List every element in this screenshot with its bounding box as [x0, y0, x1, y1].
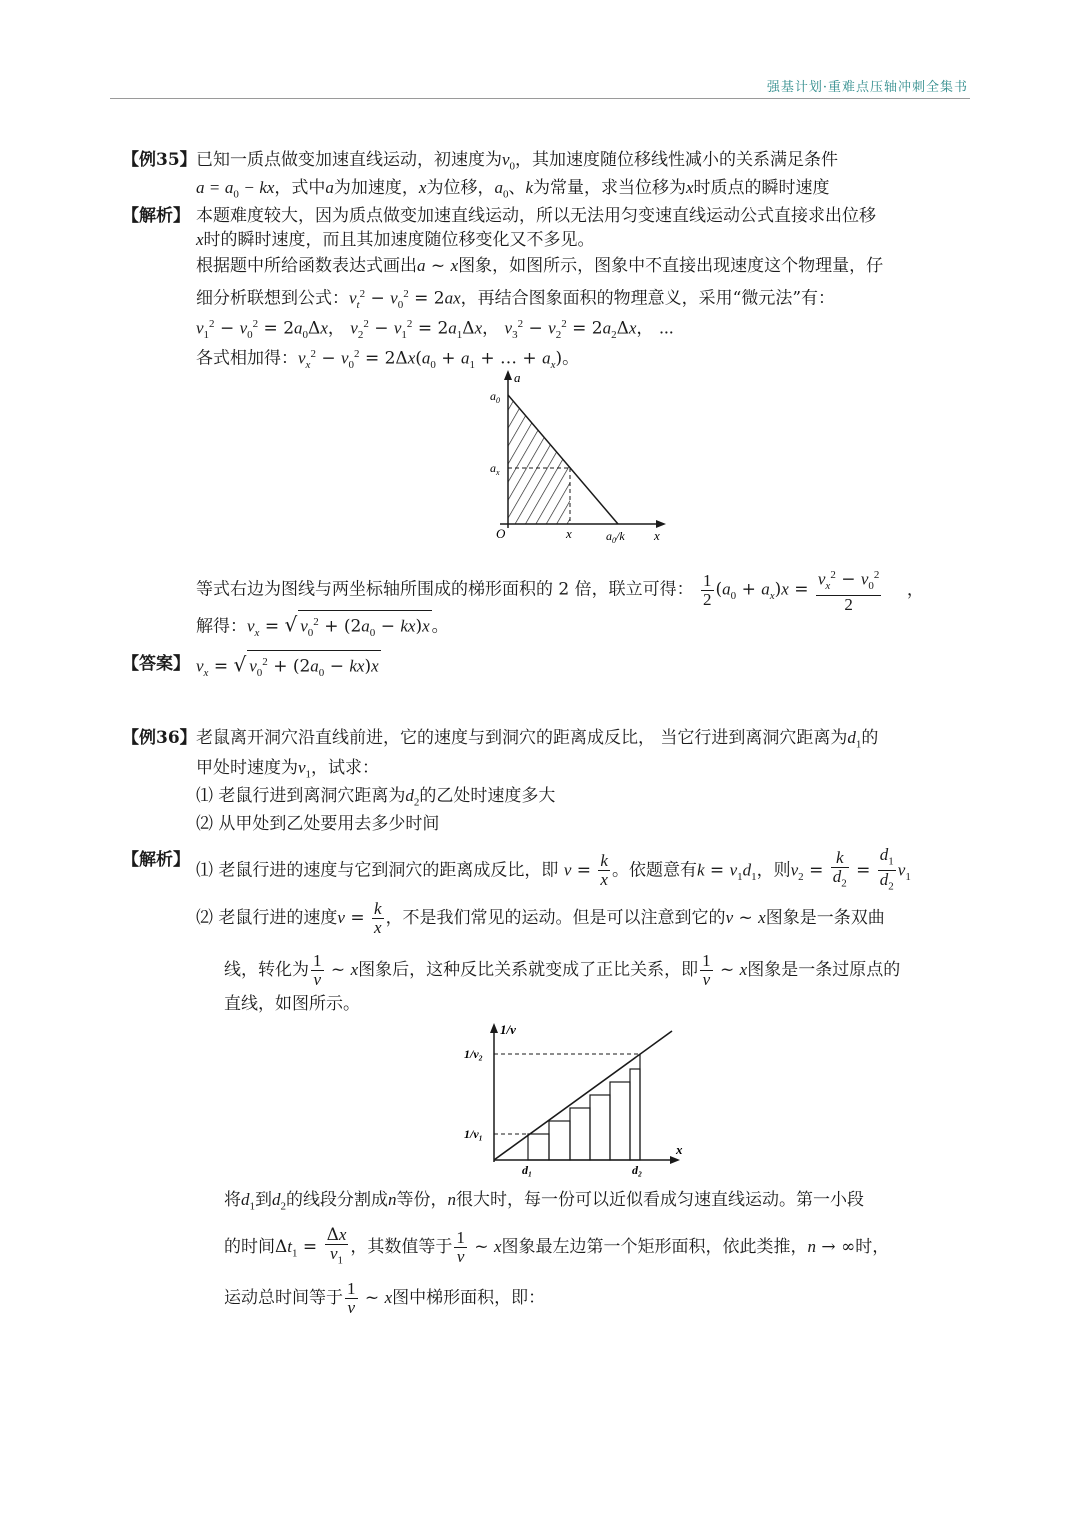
ex35-analysis-line1: 本题难度较大，因为质点做变加速直线运动，所以无法用匀变速直线运动公式直接求出位移 [196, 206, 876, 226]
ex35-analysis-line3: 根据题中所给函数表达式画出a ~ x图象，如图所示，图象中不直接出现速度这个物理量，仔 [196, 256, 884, 276]
ex36-analysis-line7: 运动总时间等于 $\frac{1}{v}$ ~ x图中梯形面积，即： [224, 1279, 546, 1317]
x-axis-arrow-a [656, 520, 666, 528]
ex36-question-part2: ⑵ 从甲处到乙处要用去多少时间 [196, 814, 440, 834]
d2-label: d₂ [632, 1163, 643, 1177]
origin-label: O [496, 526, 506, 541]
d1-label: d₁ [522, 1163, 533, 1177]
ax-label: $a_x$ [490, 461, 500, 477]
ex35-analysis-line5: $v_1^2 - v_0^2 = 2a_0\Delta x$， $v_2^2 - v_1^2 = 2a_1\Delta x$， $v_3^2 - v_2^2 = 2a_2\Delta x$， ⋯ [196, 318, 675, 342]
ex35-analysis-tag: 【解析】 [122, 206, 190, 226]
ex36-analysis-line5: 将$d_1$到$d_2$的线段分割成n等份，n很大时，每一份可以近似看成匀速直线运动。第一小段 [224, 1190, 864, 1213]
ex35-analysis-line2: x时的瞬时速度，而且其加速度随位移变化又不多见。 [196, 230, 595, 250]
example-35-tag: 【例35】 [122, 150, 197, 170]
ex35-question-line2: $a = a_0$ − kx，式中a为加速度，x为位移，$a_0$、k为常量，求当位移为x时质点的瞬时速度 [196, 178, 830, 201]
a0-label: $a_0$ [490, 389, 500, 405]
riemann-rectangles [528, 1069, 640, 1160]
ex36-analysis-line2: ⑵ 老鼠行进的速度v = $\frac{k}{x}$ ，不是我们常见的运动。但是可以注意到它的v ~ x图象是一条双曲 [196, 899, 885, 937]
intercept-label: $a_0/k$ [606, 529, 625, 545]
ex36-analysis-line1: ⑴ 老鼠行进的速度与它到洞穴的距离成反比，即 v = $\frac{k}{x}$ 。依题意有$k = v_1d_1$，则$v_2$ = $\frac{k}{d_2}$ = $\frac{d_1}{d_2}$ $v_1$ [196, 845, 911, 893]
x-axis-label-v: x [676, 1142, 683, 1157]
y-axis-arrow-v [490, 1023, 498, 1033]
ex35-analysis-line7: 等式右边为图线与两坐标轴所围成的梯形面积的 2 倍，联立可得： $\frac{1}{2}$ $(a_0 + a_x)x$ = $\frac{v_x^2 - v_0^2}{2}$ ， [196, 566, 924, 614]
hatched-area [508, 395, 570, 524]
ex36-question-line2: 甲处时速度为$v_1$，试求： [196, 758, 380, 781]
ex36-analysis-tag: 【解析】 [122, 850, 190, 870]
x-mark-label: x [566, 526, 572, 541]
x-axis-label-a: x [654, 528, 660, 543]
ex35-analysis-line4: 细分析联想到公式：$v_t^2 - v_0^2 = 2ax$，再结合图象面积的物理意义，采用“微元法”有： [196, 288, 836, 312]
y-axis-label-v: 1/v [500, 1022, 516, 1037]
ex35-answer-tag: 【答案】 [122, 654, 190, 674]
ex35-question-line1: 已知一质点做变加速直线运动，初速度为$v_0$，其加速度随位移线性减小的关系满足条件 [196, 150, 839, 173]
a-axis-label: a [514, 370, 521, 385]
v1-label: 1/v₁ [464, 1127, 483, 1141]
ex36-analysis-line4: 直线，如图所示。 [224, 994, 360, 1014]
v2-label: 1/v₂ [464, 1047, 483, 1061]
header-title: 强基计划·重难点压轴冲刺全集书 [766, 80, 968, 95]
ex36-analysis-line3: 线，转化为 $\frac{1}{v}$ ~ x图象后，这种反比关系就变成了正比关系，即 $\frac{1}{v}$ ~ x图象是一条过原点的 [224, 951, 901, 989]
ex36-question-line1: 老鼠离开洞穴沿直线前进，它的速度与到洞穴的距离成反比， 当它行进到离洞穴距离为$d_1$的 [196, 728, 879, 751]
velocity-fraction: $\frac{v_x^2 - v_0^2}{2}$ [816, 566, 882, 614]
half-fraction: $\frac{1}{2}$ [703, 570, 712, 609]
ex35-analysis-line8: 解得：$v_x$ = √ $v_0^2 + (2a_0 - kx)x$ 。 [196, 610, 449, 647]
x-axis-arrow-v [670, 1156, 680, 1164]
page-header [110, 76, 970, 99]
a-axis-arrow [504, 370, 512, 380]
ex36-analysis-line6: 的时间$\Delta t_1$ = $\frac{\Delta x}{v_1}$ ，其数值等于 $\frac{1}{v}$ ~ x图象最左边第一个矩形面积，依此类推，n → ∞时， [224, 1225, 890, 1267]
inverse-v-x-graph [462, 1020, 694, 1182]
ex36-question-part1: ⑴ 老鼠行进到离洞穴距离为$d_2$的乙处时速度多大 [196, 786, 556, 809]
inverse-v-line [494, 1031, 672, 1160]
example-36-tag: 【例36】 [122, 728, 197, 748]
ex35-answer: $v_x$ = √ $v_0^2 + (2a_0 - kx)x$ [196, 650, 381, 687]
ex35-analysis-line6: 各式相加得：$v_x^2 - v_0^2 = 2\Delta x(a_0 + a_1$ + … + $a_x$)。 [196, 348, 580, 372]
a-x-graph [480, 368, 680, 550]
